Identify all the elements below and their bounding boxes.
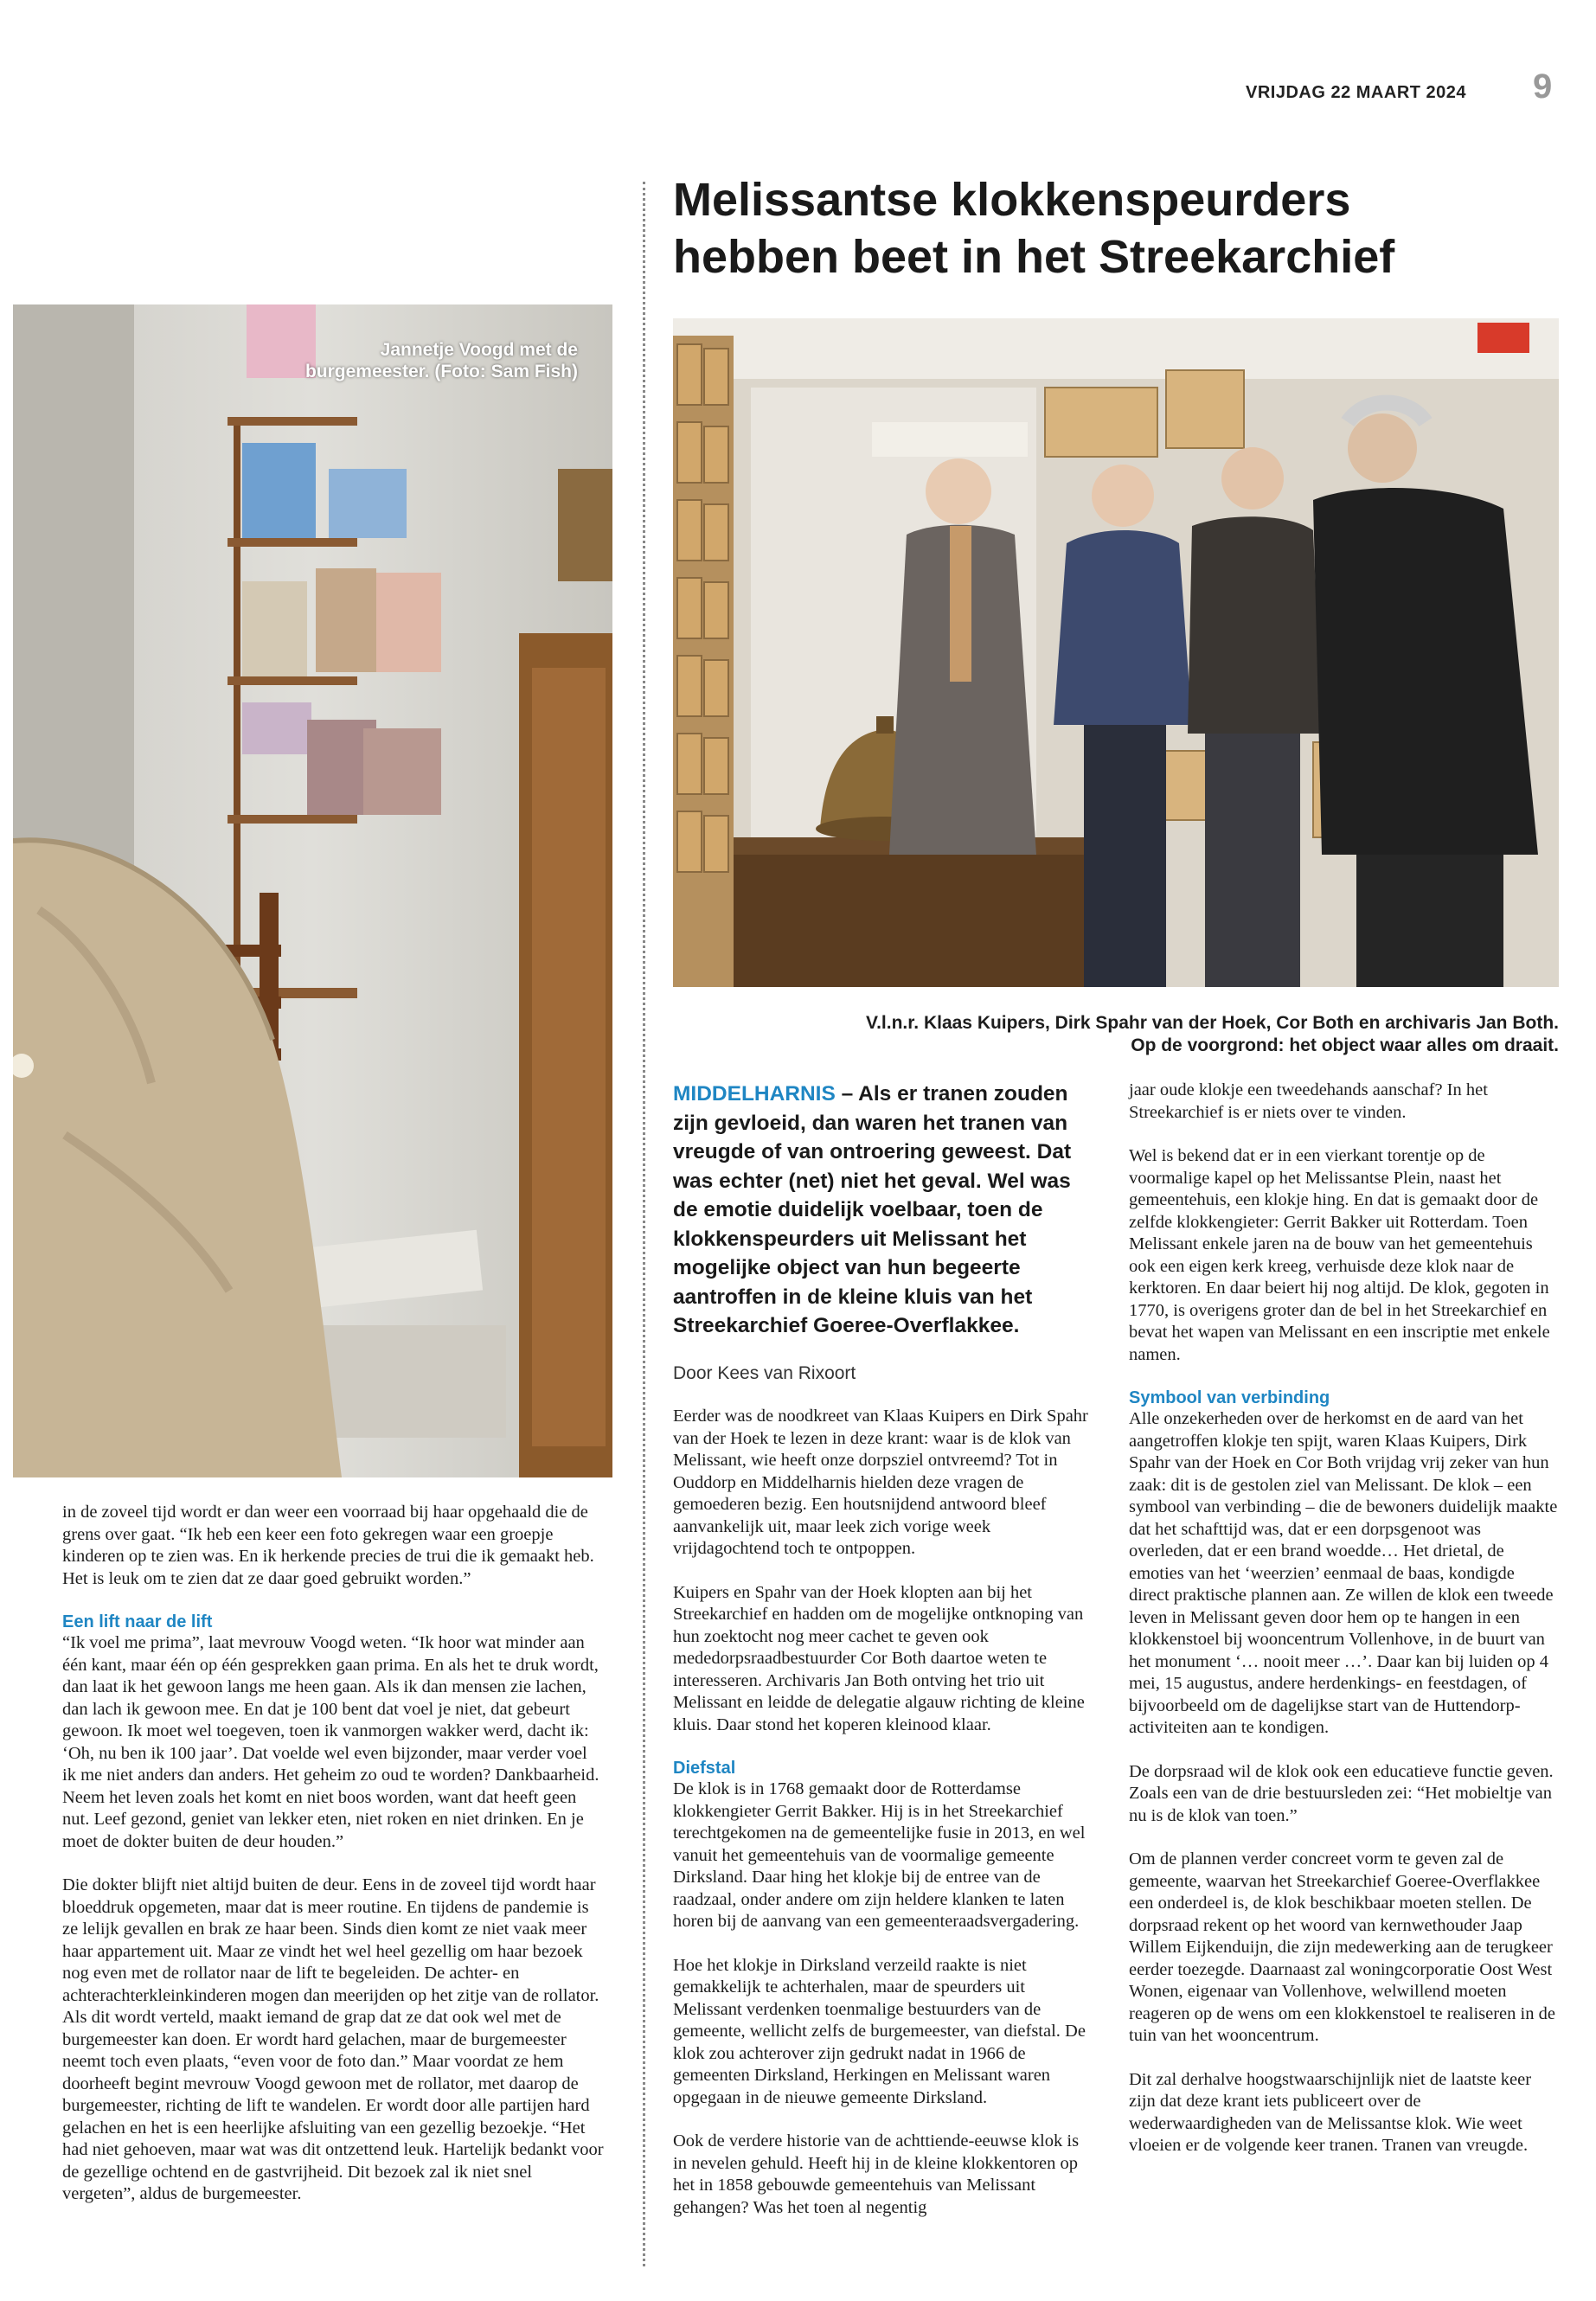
lead-text: – Als er tranen zouden zijn gevloeid, dan waren het tranen van vreugde of van ontroering geweest. Dat was echter (net) niet het geval. Wel was de emotie duidelijk voelbaar, toen de klokkenspeurders uit Melissant het mogelijke object van hun begeerte aantroffen in de kleine kluis van het Streekarchief Goeree-Overflakkee. [673,1082,1072,1337]
paragraph: Om de plannen verder concreet vorm te geven zal de gemeente, waarvan het Streekarchief Goeree-Overflakkee een onderdeel is, de klok beschikbaar moeten stellen. De dorpsraad rekent op het woord van kernwethouder Jaap Willem Eijkenduijn, die zijn medewerking aan de terugkeer eerder toezegde. Daarnaast zal woningcorporatie Oost West Wonen, eigenaar van Vollenhove, welwillend moeten reageren op de wens om een klokkenstoel te realiseren in de tuin van het wooncentrum. [1129,1849,1555,2045]
subheading: Symbool van verbinding [1129,1388,1330,1407]
paragraph: “Ik voel me prima”, laat mevrouw Voogd weten. “Ik hoor wat minder aan één kant, maar één op één gesprekken gaan prima. En als het te druk wordt, dan laat ik het gewoon langs me heen gaan. Als ik dan mensen zie lachen, dan lach ik gewoon mee. En dat je 100 bent dat voel je niet, dat gebeurt gewoon. Ik moet wel toegeven, toen ik vanmorgen wakker werd, dacht ik: ‘Oh, nu ben ik 100 jaar’. Dat voelde wel even bijzonder, maar verder voel ik me niet anders dan anders. Het geheim zo oud te worden? Dankbaarheid. Neem het leven zoals het komt en niet boos worden, want dat heeft geen nut. Leef gezond, geniet van lekker eten, niet roken en niet drinken. En je moet de dokter buiten de deur houden.” [62,1633,599,1851]
paragraph: in de zoveel tijd wordt er dan weer een voorraad bij haar opgehaald die de grens over gaat. “Ik heb een keer een foto gekregen waar een groepje kinderen op te zien was. En ik herkende precies de trui die ik gemaakt heb. Het is leuk om te zien dat ze daar goed gebruikt worden.” [62,1503,594,1588]
column-divider [643,182,645,2266]
caption-line: burgemeester. (Foto: Sam Fish) [304,362,578,381]
paragraph: De klok is in 1768 gemaakt door de Rotterdamse klokkengieter Gerrit Bakker. Hij is in het Streekarchief terechtgekomen na de gemeentelijke fusie in 2013, en wel vanuit het gemeentehuis van de voormalige gemeente Dirksland. Daar hing het klokje bij de entree van de raadzaal, onder andere om zijn heldere klanken te laten horen bij de aanvang van een gemeenteraadsvergadering. [673,1779,1086,1931]
caption-line: V.l.n.r. Klaas Kuipers, Dirk Spahr van der Hoek, Cor Both en archivaris Jan Both. [866,1013,1559,1033]
photo-klokkenspeurders [673,318,1559,987]
photo-illustration [13,304,612,1477]
paragraph: Ook de verdere historie van de achttiende-eeuwse klok is in nevelen gehuld. Heeft hij in de kleine klokkentoren op het in 1858 gebouwde gemeentehuis van Melissant gehangen? Was het toen al negentig [673,2131,1080,2217]
headline-line-1: Melissantse klokkenspeurders [673,174,1351,226]
photo-illustration [673,318,1559,987]
caption-line: Jannetje Voogd met de [380,340,578,360]
paragraph: jaar oude klokje een tweedehands aanschaf? In het Streekarchief is er niets over te vinden. [1129,1080,1488,1122]
subheading: Diefstal [673,1759,736,1778]
paragraph: Kuipers en Spahr van der Hoek klopten aan bij het Streekarchief en hadden om de mogelijke ontknoping van hun zoektocht nog meer cachet te geven ook mededorpsraadbestuurder Cor Both daartoe weten te interesseren. Archivaris Jan Both ontving het trio uit Melissant en leidde de delegatie algauw richting de kleine kluis. Daar stond het koperen kleinood klaar. [673,1582,1085,1734]
paragraph: Wel is bekend dat er in een vierkant torentje op de voormalige kapel op het Melissantse Plein, naast het gemeentehuis, een klokje hing. En dat is gemaakt door de zelfde klokkengieter: Gerrit Bakker uit Rotterdam. Toen Melissant enkele jaren na de bouw van het gemeentehuis ook een eigen kerk kreeg, verhuisde deze klok naar de kerktoren. En daar beiert hij nog altijd. De klok, gegoten in 1770, is overigens groter dan de bel in het Streekarchief en bevat het wapen van Melissant en een inscriptie met enkele namen. [1129,1146,1550,1364]
paragraph: Alle onzekerheden over de herkomst en de aard van het aangetroffen klokje ten spijt, waren Klaas Kuipers, Dirk Spahr van der Hoek en Cor Both vrijdag vrij zeker van hun zaak: dit is de gestolen ziel van Melissant. De klok – een symbool van verbinding – die de bewoners duidelijk maakte dat het schafttijd was, dat er een dorpsgenoot was overleden, dat er een brand woedde… Het drietal, de emoties van het ‘weerzien’ eenmaal de baas, kondigde direct praktische plannen aan. Ze willen de klok een tweede leven in Melissant geven door hem op te hangen in een klokkenstoel bij wooncentrum Vollenhove, in de buurt van het monument ‘… nooit meer …’. Daar kan bij luiden op 4 mei, 15 augustus, andere herdenkings- en feestdagen, of bijvoorbeeld om de dagelijkse start van de Huttendorp-activiteiten aan te kondigen. [1129,1409,1558,1737]
paragraph: Die dokter blijft niet altijd buiten de deur. Eens in de zoveel tijd wordt haar bloeddruk opgemeten, maar dat is meer routine. En tijdens de pandemie is ze lelijk gevallen en brak ze haar been. Sinds dien komt ze niet vaak meer haar appartement uit. Maar ze vindt het wel heel gezellig om haar bezoek nog even met de rollator naar de lift te begeleiden. De achter- en achterachterkleinkinderen mogen dan meerijden op het zitje van de rollator. Als dit wordt verteld, maakt iemand de grap dat ze dat ook wel met de burgemeester kan doen. Er wordt hard gelachen, maar de burgemeester neemt toch even plaats, “even voor de foto dan.” Maar voordat ze hem doorheeft begint mevrouw Voogd gewoon met de rollator, met daarop de burgemeester, richting de lift te wandelen. Er wordt door alle partijen hard gelachen en het is een heerlijke afsluiting van een gezellig bezoekje. “Het had niet gehoeven, maar wat was dit ontzettend leuk. Hartelijk bedankt voor de gezellige ochtend en de gastvrijheid. Dit bezoek zal ik niet snel vergeten”, aldus de burgemeester. [62,1875,604,2203]
paragraph: De dorpsraad wil de klok ook een educatieve functie geven. Zoals een van de drie bestuursleden zei: “Het mobieltje van nu is de klok van toen.” [1129,1761,1554,1825]
photo-right-caption [673,1012,1559,1057]
photo-left-caption [305,339,578,382]
middle-column [673,1080,1097,2240]
headline-line-2: hebben beet in het Streekarchief [673,231,1395,283]
lead-paragraph [673,1080,1097,1341]
left-column [62,1502,605,2227]
dateline: MIDDELHARNIS [673,1082,836,1106]
subheading: Een lift naar de lift [62,1612,213,1631]
right-column [1129,1080,1559,2179]
issue-date: VRIJDAG 22 MAART 2024 [1246,83,1467,102]
paragraph: Eerder was de noodkreet van Klaas Kuipers en Dirk Spahr van der Hoek te lezen in deze krant: waar is de klok van Melissant, wie heeft onze dorpsziel ontvreemd? Tot in Ouddorp en Middelharnis hielden deze vragen de gemoederen bezig. Een houtsnijdend antwoord bleef aanvankelijk uit, maar leek zich vorige week vrijdagochtend toch te ontpoppen. [673,1407,1088,1558]
caption-line: Op de voorgrond: het object waar alles om draait. [1131,1035,1559,1055]
page-number: 9 [1533,67,1553,106]
paragraph: Dit zal derhalve hoogstwaarschijnlijk niet de laatste keer zijn dat deze krant iets publiceert over de wederwaardigheden van de Melissantse klok. Wie weet vloeien er de volgende keer tranen. Tranen van vreugde. [1129,2069,1532,2155]
paragraph: Hoe het klokje in Dirksland verzeild raakte is niet gemakkelijk te achterhalen, maar de speurders uit Melissant verdenken toenmalige bestuurders van de gemeente, wellicht zelfs de burgemeester, van diefstal. De klok zou achterover zijn gedrukt nadat in 1966 de gemeenten Dirksland, Herkingen en Melissant waren opgegaan in de nieuwe gemeente Dirksland. [673,1955,1086,2107]
headline [673,171,1555,285]
byline: Door Kees van Rixoort [673,1362,856,1383]
photo-jannetje-voogd [13,304,612,1477]
